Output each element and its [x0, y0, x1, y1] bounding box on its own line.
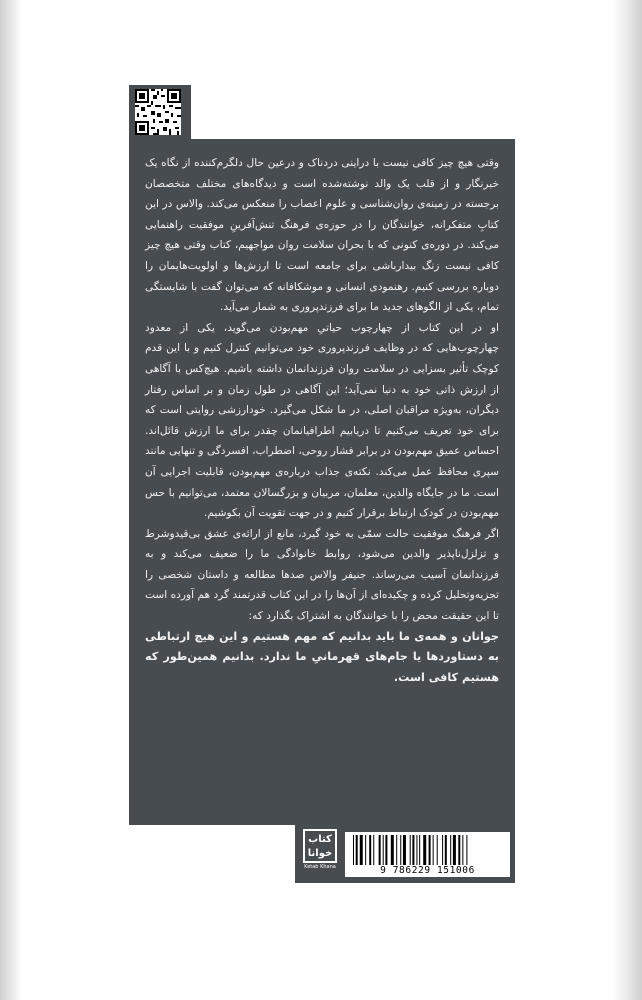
barcode-bar [353, 835, 354, 865]
barcode-bar [365, 835, 366, 865]
barcode-bar [379, 835, 381, 865]
isbn-number: 9 786229 151006 [380, 865, 475, 876]
barcode-bar [442, 835, 443, 865]
isbn-barcode [345, 832, 510, 877]
qr-code [135, 89, 181, 135]
publisher-logo-line1: کتاب [308, 834, 332, 845]
publisher-logo-mark [303, 829, 337, 863]
barcode-bar [412, 835, 414, 865]
publisher-logo-latin: Ketab Khana [304, 864, 336, 870]
barcode-bar [466, 835, 467, 865]
publisher-barcode-box [295, 825, 515, 883]
blurb-paragraph: او در این کتاب از چهارچوب حیاتیِ مهم‌بودن می‌گوید، یکی از معدود چهارچوب‌هایی که در وظایف فرزندپروری خود می‌توانیم کنترل کنیم و با این قدم کوچک تأثیر بسزایی در سلامت روان فرزندانمان داشته باشیم. هیچ‌کس با آگاهی از ارزش ذاتی خود به دنیا نمی‌آید؛ این آگاهی در طول زمان و بر اساس رفتار دیگران، به‌ویژه مراقبان اصلی، در ما شکل می‌گیرد. خودارزشی روایتی است که برای خود تعریف می‌کنیم تا دریابیم اطرافیانمان چقدر برای ما ارزش قائل‌اند. احساس عمیق مهم‌بودن در برابر فشار روحی، اضطراب، افسردگی و تنهایی مانند سپری محافظ عمل می‌کند. نکته‌ی جذاب درباره‌ی مهم‌بودن، قابلیت اجرایی آن است. ما در جایگاه والدین، معلمان، مربیان و بزرگسالان معتمد، می‌توانیم با حس مهم‌بودن در کودک ارتباط برقرار کنیم و در جهت تقویت آن بکوشیم. [145, 321, 499, 520]
publisher-logo-line2: خوانا [307, 848, 333, 859]
book-blurb [145, 153, 499, 688]
barcode-bar [453, 835, 456, 865]
barcode-bar [369, 835, 371, 865]
qr-code-icon [135, 89, 181, 135]
barcode-bar [356, 835, 358, 865]
barcode-bar [445, 835, 447, 865]
barcode-bar [450, 835, 451, 865]
back-cover-panel [129, 139, 515, 825]
barcode-bar [360, 835, 363, 865]
qr-code-box [129, 85, 191, 139]
publisher-logo [300, 829, 340, 879]
right-fold-shadow [612, 0, 642, 1000]
blurb-paragraph: اگر فرهنگ موفقیت حالت سمّی به خود گیرد، مانع از ارائه‌ی عشق بی‌قیدوشرط و تزلزل‌ناپذیر والدین می‌شود، روابط خانوادگی ما را ضعیف می‌کند و به فرزندانمان آسیب می‌رساند. جنیفر والاس صدها مطالعه و داستان شخصی را تجزیه‌وتحلیل کرده و چکیده‌ای از آن‌ها را در این کتاب قدرتمند گرد هم آورده است تا این حقیقت محض را با خوانندگان به اشتراک بگذارد که: [145, 527, 499, 623]
barcode-bar [416, 835, 417, 865]
barcode-bar [403, 835, 406, 865]
barcode-bar [433, 835, 434, 865]
blurb-closing-statement: جوانان و همه‌ی ما باید بدانیم که مهم هستیم و این هیچ ارتباطی به دستاوردها یا جام‌های قهرمانیِ ما ندارد. بدانیم همین‌طور که هستیم کافی است. [145, 629, 499, 684]
barcode-bar [391, 835, 394, 865]
barcode-bar [373, 835, 374, 865]
barcode-bar [410, 835, 411, 865]
barcode-bar [437, 835, 438, 865]
barcode-bar [462, 835, 463, 865]
barcode-bar [383, 835, 384, 865]
barcode-bar [400, 835, 401, 865]
barcode-bar [423, 835, 426, 865]
barcode-bar [396, 835, 397, 865]
barcode-bar [419, 835, 420, 865]
barcode-bar [429, 835, 431, 865]
barcode-bar [385, 835, 387, 865]
blurb-paragraph: وقتی هیچ چیز کافی نیست با دراینی دردناک و درعین حال دلگرم‌کننده از نگاه یک خبرنگار و از قلب یک والد نوشته‌شده است و دیدگاه‌های مختلف متخصصان برجسته در زمینه‌ی روان‌شناسی و علوم اعصاب را منعکس می‌کند. والاس در این کتابِ متفکرانه، خوانندگان را در حوزه‌ی فرهنگ تنش‌آفرینِ موفقیت راهنمایی می‌کند. در دوره‌ی کنونی که با بحران سلامت روان مواجهیم، کتاب وقتی هیچ چیز کافی نیست زنگ بیدارباشی برای جامعه است تا ارزش‌ها و اولویت‌هایمان را دوباره بررسی کنیم. رهنمودی انسانی و موشکافانه که می‌توان گفت با شایستگی تمام، یکی از الگوهای جدید ما برای فرزندپروری به شمار می‌آید. [145, 157, 499, 314]
barcode-bar [458, 835, 460, 865]
barcode-bars [353, 835, 502, 865]
left-fold-shadow [0, 0, 22, 1000]
